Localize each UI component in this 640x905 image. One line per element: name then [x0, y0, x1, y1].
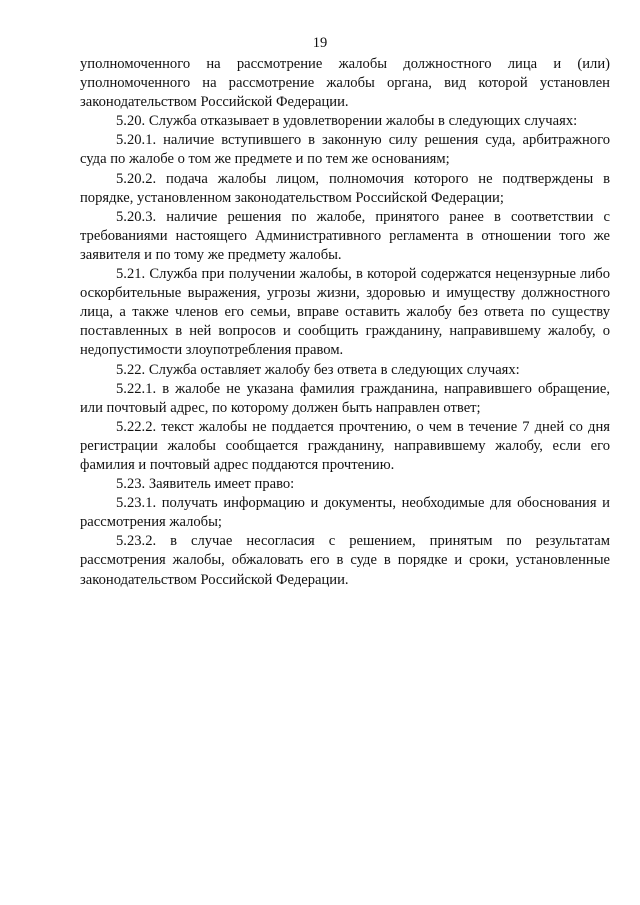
paragraph-5-20: 5.20. Служба отказывает в удовлетворении жалобы в следующих случаях:: [116, 113, 578, 130]
paragraph-continuation: уполномоченного на рассмотрение жалобы должностного лица и (или) уполномоченного на рассмотрение жалобы органа, вид которой установлен законодательством Российской Федерации.: [80, 56, 610, 111]
document-body: [80, 55, 610, 590]
paragraph-5-22-1: 5.22.1. в жалобе не указана фамилия гражданина, направившего обращение, или почтовый адрес, по которому должен быть направлен ответ;: [80, 380, 610, 416]
paragraph-5-22: 5.22. Служба оставляет жалобу без ответа в следующих случаях:: [116, 361, 520, 378]
paragraph-5-21: 5.21. Служба при получении жалобы, в которой содержатся нецензурные либо оскорбительные выражения, угрозы жизни, здоровью и имуществу должностного лица, а также членов его семьи, вправе оставить жалобу без ответа по существу поставленных в ней вопросов и сообщить гражданину, направившему жалобу, о недопустимости злоупотребления правом.: [80, 266, 610, 359]
paragraph-5-23-2: 5.23.2. в случае несогласия с решением, принятым по результатам рассмотрения жалобы, обжаловать его в суде в порядке и сроки, установленные законодательством Российской Федерации.: [80, 533, 610, 588]
paragraph-5-23-1: 5.23.1. получать информацию и документы, необходимые для обоснования и рассмотрения жалобы;: [80, 495, 610, 531]
page-number: 19: [312, 35, 328, 51]
paragraph-5-20-2: 5.20.2. подача жалобы лицом, полномочия которого не подтверждены в порядке, установленном законодательством Российской Федерации;: [80, 170, 610, 206]
paragraph-5-22-2: 5.22.2. текст жалобы не поддается прочтению, о чем в течение 7 дней со дня регистрации жалобы сообщается гражданину, направившему жалобу, если его фамилия и почтовый адрес поддаются прочтению.: [80, 418, 610, 473]
paragraph-5-20-1: 5.20.1. наличие вступившего в законную силу решения суда, арбитражного суда по жалобе о том же предмете и по тем же основаниям;: [80, 132, 610, 168]
paragraph-5-23: 5.23. Заявитель имеет право:: [116, 476, 295, 493]
paragraph-5-20-3: 5.20.3. наличие решения по жалобе, принятого ранее в соответствии с требованиями настоящего Административного регламента в отношении того же заявителя и по тому же предмету жалобы.: [80, 208, 610, 263]
